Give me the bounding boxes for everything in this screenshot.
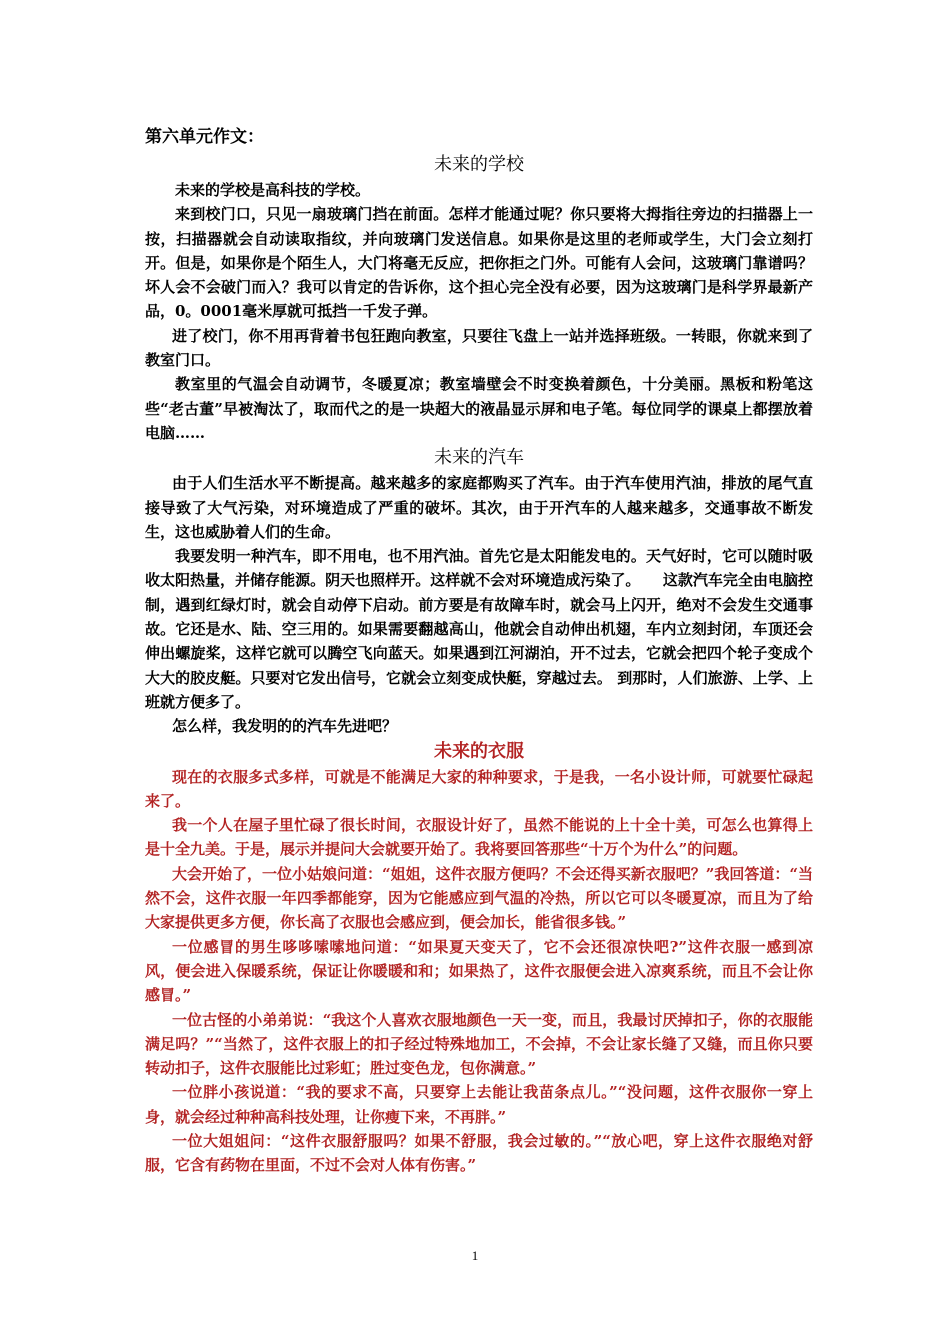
paragraph: 未来的学校是高科技的学校。: [175, 181, 371, 199]
paragraph: 教室里的气温会自动调节，冬暖夏凉；教室墙壁会不时变换着颜色，十分美丽。黑板和粉笔这些“老古董”早被淘汰了，取而代之的是一块超大的液晶显示屏和电子笔。每位同学的课桌上都摆放着电脑……: [145, 375, 813, 442]
paragraph: 大会开始了，一位小姑娘问道：“姐姐，这件衣服方便吗？不会还得买新衣服吧？”我回答道：“当然不会，这件衣服一年四季都能穿，因为它能感应到气温的冷热，所以它可以冬暖夏凉，而且为了给大家提供更多方便，你长高了衣服也会感应到，便会加长，能省很多钱。”: [145, 864, 813, 932]
paragraph: 由于人们生活水平不断提高。越来越多的家庭都购买了汽车。由于汽车使用汽油，排放的尾气直接导致了大气污染，对环境造成了严重的破坏。其次，由于开汽车的人越来越多，交通事故不断发生，这也威胁着人们的生命。: [145, 474, 813, 541]
paragraph: 来到校门口，只见一扇玻璃门挡在前面。怎样才能通过呢？你只要将大拇指往旁边的扫描器上一按，扫描器就会自动读取指纹，并向玻璃门发送信息。如果你是这里的老师或学生，大门会立刻打开。但是，如果你是个陌生人，大门将毫无反应，把你拒之门外。可能有人会问，这玻璃门靠谱吗？坏人会不会破门而入？我可以肯定的告诉你，这个担心完全没有必要，因为这玻璃门是科学界最新产品，0。0001毫米厚就可抵挡一千发子弹。: [145, 205, 813, 321]
paragraph: 一位古怪的小弟弟说：“我这个人喜欢衣服地颜色一天一变，而且，我最讨厌掉扣子，你的衣服能满足吗？”“当然了，这件衣服上的扣子经过特殊地加工，不会掉，不会让家长缝了又缝，而且你只要转动扣子，这件衣服能比过彩虹；胜过变色龙，包你满意。”: [145, 1010, 813, 1078]
paragraph: 进了校门，你不用再背着书包狂跑向教室，只要往飞盘上一站并选择班级。一转眼，你就来到了教室门口。: [145, 326, 813, 370]
section-title: 未来的衣服: [434, 740, 524, 762]
section-title: 未来的汽车: [434, 447, 524, 469]
paragraph: 我要发明一种汽车，即不用电，也不用汽油。首先它是太阳能发电的。天气好时，它可以随时吸收太阳热量，并储存能源。阴天也照样开。这样就不会对环境造成污染了。 这款汽车完全由电脑控制，遇到红绿灯时，就会自动停下启动。前方要是有故障车时，就会马上闪开，绝对不会发生交通事故。它还是水、陆、空三用的。如果需要翻越高山，他就会自动伸出机翅，车内立刻封闭，车顶还会伸出螺旋桨，这样它就可以腾空飞向蓝天。如果遇到江河湖泊，开不过去，它就会把四个轮子变成个大大的胶皮艇。只要对它发出信号，它就会立刻变成快艇，穿越过去。 到那时，人们旅游、上学、上班就方便多了。: [145, 547, 813, 711]
paragraph: 怎么样，我发明的的汽车先进吧？: [172, 717, 398, 736]
paragraph: 一位胖小孩说道：“我的要求不高，只要穿上去能让我苗条点儿。”“没问题，这件衣服你一穿上身，就会经过种种高科技处理，让你瘦下来，不再胖。”: [145, 1083, 813, 1126]
section-future-car: [145, 445, 813, 738]
unit-heading: 第六单元作文：: [145, 127, 264, 147]
paragraph: 一位感冒的男生哆哆嗦嗦地问道：“如果夏天变天了，它不会还很凉快吧?”这件衣服一感到凉风，便会进入保暖系统，保证让你暖暖和和；如果热了，这件衣服便会进入凉爽系统，而且不会让你感冒。”: [145, 937, 813, 1005]
section-future-school: [145, 152, 813, 445]
document-content: [145, 124, 813, 1178]
paragraph: 现在的衣服多式多样，可就是不能满足大家的种种要求，于是我，一名小设计师，可就要忙碌起来了。: [145, 767, 813, 810]
section-future-clothes: [145, 739, 813, 1178]
paragraph: 我一个人在屋子里忙碌了很长时间，衣服设计好了，虽然不能说的上十全十美，可怎么也算得上是十全九美。于是，展示并提问大会就要开始了。我将要回答那些“十万个为什么”的问题。: [145, 816, 813, 859]
section-title: 未来的学校: [434, 154, 524, 175]
page-number: 1: [471, 1248, 479, 1263]
paragraph: 一位大姐姐问：“这件衣服舒服吗？如果不舒服，我会过敏的。”“放心吧，穿上这件衣服绝对舒服，它含有药物在里面，不过不会对人体有伤害。”: [145, 1131, 813, 1175]
